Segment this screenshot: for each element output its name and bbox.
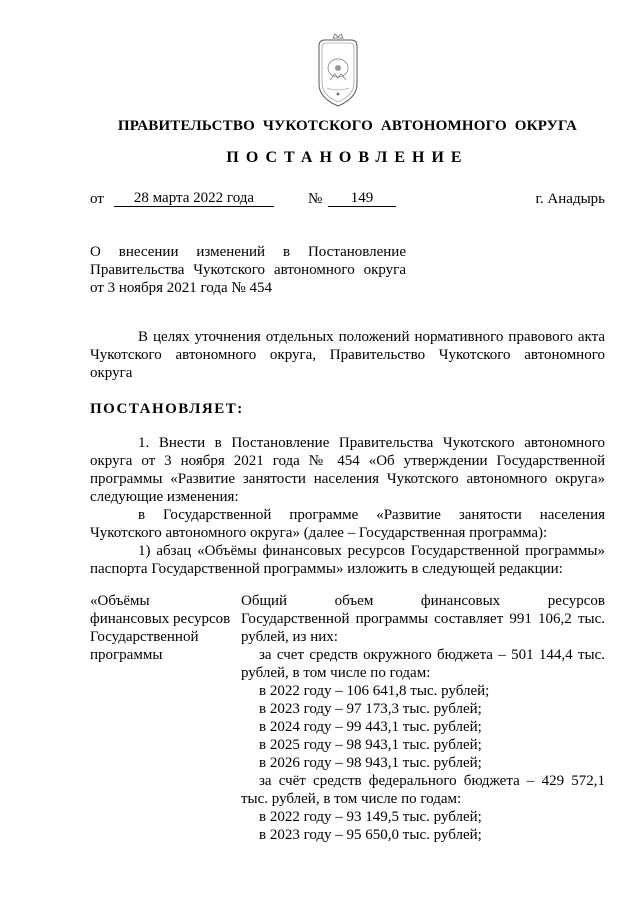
body-line: программы «Развитие занятости населения Чукотского автономного округа» [90,471,605,487]
subject-line: О внесении изменений в Постановление [90,244,406,260]
table-label-line: Государственной [90,629,199,645]
table-label-cell [90,592,238,664]
body-line: следующие изменения: [90,489,239,505]
table-value-line: рублей, из них: [241,629,338,645]
table-value-line: в 2022 году – 106 641,8 тыс. рублей; [259,683,490,699]
table-value-line: за счет средств окружного бюджета – 501 144,4 тыс. [259,647,605,663]
table-value-line: за счёт средств федерального бюджета – 429 572,1 [259,773,605,789]
body-line: в Государственной программе «Развитие занятости населения [138,507,605,523]
table-value-line: в 2025 году – 98 943,1 тыс. рублей; [259,737,482,753]
city: г. Анадырь [535,191,605,207]
table-label-line: финансовых ресурсов [90,611,231,627]
decree-date: 28 марта 2022 года [114,190,274,207]
table-value-line: в 2026 году – 98 943,1 тыс. рублей; [259,755,482,771]
decree-subject [90,243,406,297]
table-value-line: в 2023 году – 97 173,3 тыс. рублей; [259,701,482,717]
table-value-line: в 2024 году – 99 443,1 тыс. рублей; [259,719,482,735]
body-line: округа от 3 ноября 2021 года № 454 «Об утверждении Государственной [90,453,605,469]
table-label-line: «Объёмы [90,593,150,609]
subject-line: от 3 ноября 2021 года № 454 [90,280,272,296]
preamble-line: В целях уточнения отдельных положений нормативного правового акта [138,329,605,345]
decree-number: 149 [328,190,396,207]
body-line: Чукотского автономного округа» (далее – Государственная программа): [90,525,548,541]
table-label-line: программы [90,647,163,663]
table-value-line: в 2022 году – 93 149,5 тыс. рублей; [259,809,482,825]
subject-line: Правительства Чукотского автономного округа [90,262,406,278]
coat-of-arms-emblem [313,32,363,108]
table-value-line: Государственной программы составляет 991 106,2 тыс. [241,611,605,627]
body-paragraph [90,434,605,578]
preamble-paragraph [90,328,605,382]
table-value-line: в 2023 году – 95 650,0 тыс. рублей; [259,827,482,843]
resolves-heading: ПОСТАНОВЛЯЕТ: [90,401,244,417]
table-value-line: Общий объем финансовых ресурсов [241,593,605,609]
table-value-line: рублей, в том числе по годам: [241,665,431,681]
decree-date-row [90,190,605,210]
body-line: 1) абзац «Объёмы финансовых ресурсов Государственной программы» [138,543,605,559]
body-line: паспорта Государственной программы» изложить в следующей редакции: [90,561,563,577]
government-title: ПРАВИТЕЛЬСТВО ЧУКОТСКОГО АВТОНОМНОГО ОКРУГА [117,118,578,134]
preamble-line: округа [90,365,133,381]
date-prefix: от [90,191,104,207]
number-sign: № [308,191,323,207]
table-value-cell [241,592,605,844]
preamble-line: Чукотского автономного округа, Правительство Чукотского автономного [90,347,605,363]
document-type-title: ПОСТАНОВЛЕНИЕ [226,149,469,166]
table-value-line: тыс. рублей, в том числе по годам: [241,791,462,807]
body-line: 1. Внести в Постановление Правительства Чукотского автономного [138,435,605,451]
